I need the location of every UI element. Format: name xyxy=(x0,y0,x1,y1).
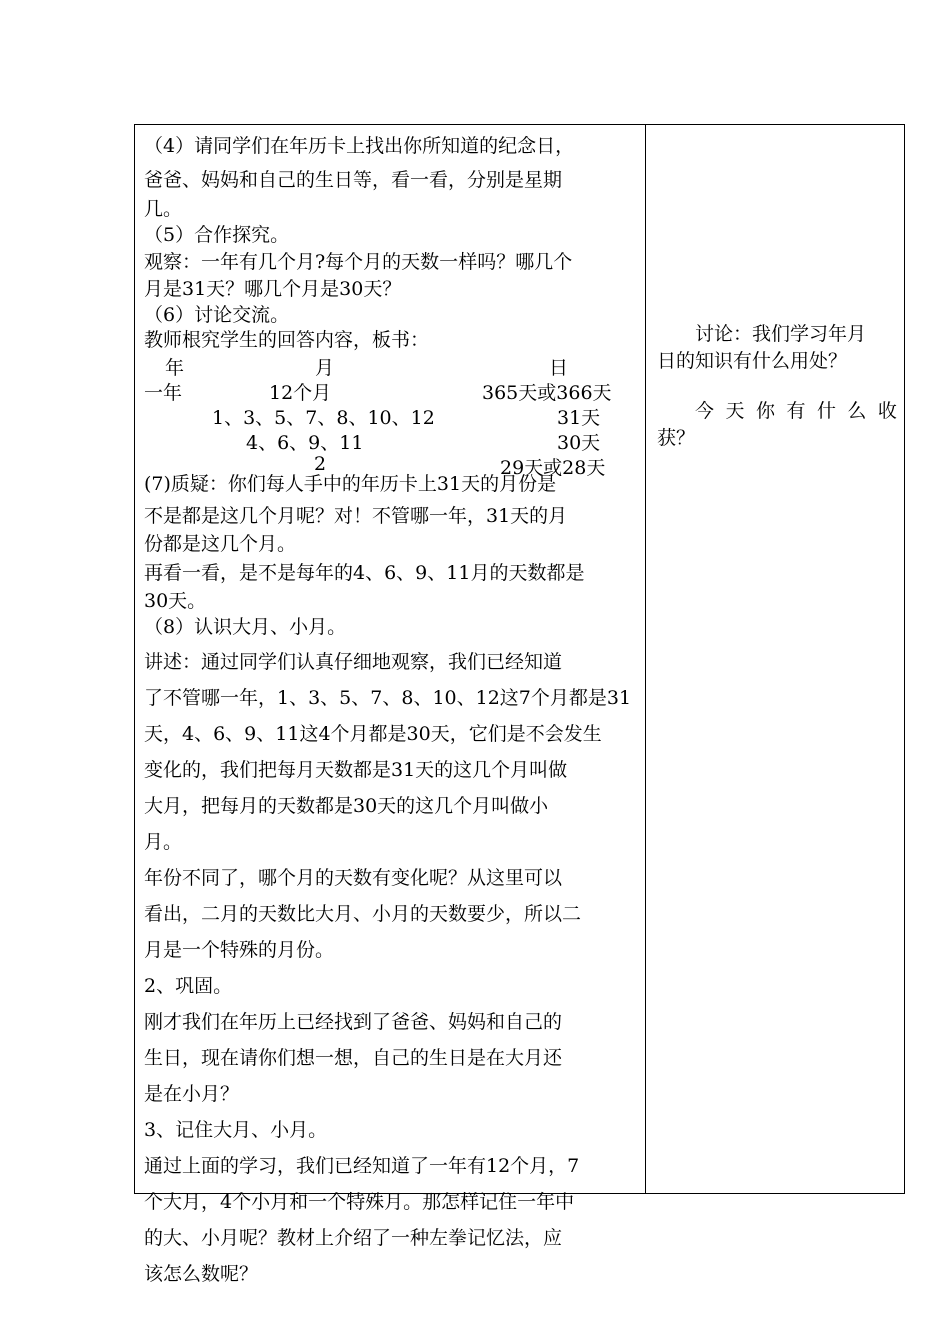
char: 你 xyxy=(755,400,775,422)
remember-paragraph xyxy=(144,1148,640,1292)
text-line: 月是一个特殊的月份。 xyxy=(144,939,335,961)
text-line: 月。 xyxy=(144,831,183,853)
lecture-paragraph xyxy=(144,644,640,860)
step-7-paragraph xyxy=(144,468,640,557)
board-header-month: 月 xyxy=(315,357,335,379)
teaching-process-cell xyxy=(144,129,640,1292)
text-line: 日的知识有什么用处？ xyxy=(657,350,848,372)
section-3-heading: 3、记住大月、小月。 xyxy=(144,1119,328,1141)
char: 收 xyxy=(877,400,897,422)
char: 天 xyxy=(725,400,745,422)
text-line: 几。 xyxy=(144,198,183,220)
text-line: 获？ xyxy=(657,427,696,449)
text-line: 通过上面的学习，我们已经知道了一年有12个月，7 xyxy=(144,1155,580,1177)
text-line: 的大、小月呢？教材上介绍了一种左拳记忆法，应 xyxy=(144,1227,563,1249)
board-big-months: 1、3、5、7、8、10、12 xyxy=(212,407,435,429)
text-line: 是在小月？ xyxy=(144,1083,240,1105)
years-paragraph xyxy=(144,860,640,968)
step-8-heading: （8）认识大月、小月。 xyxy=(144,616,347,638)
board-header-year: 年 xyxy=(165,357,185,379)
char: 什 xyxy=(816,400,836,422)
text-line xyxy=(657,398,897,425)
board-header-day: 日 xyxy=(549,357,569,379)
text-line: (7)质疑：你们每人手中的年历卡上31天的月份是 xyxy=(144,473,557,495)
step-4-paragraph xyxy=(144,129,640,222)
board-31-days: 31天 xyxy=(557,407,601,429)
text-line: 再看一看，是不是每年的4、6、9、11月的天数都是 xyxy=(144,562,585,584)
gain-question xyxy=(657,398,897,452)
text-line: 生日，现在请你们想一想，自己的生日是在大月还 xyxy=(144,1047,563,1069)
text-line: 年份不同了，哪个月的天数有变化呢？从这里可以 xyxy=(144,867,563,889)
text-line: 观察：一年有几个月?每个月的天数一样吗？哪几个 xyxy=(144,251,573,273)
step-5-heading: （5）合作探究。 xyxy=(144,224,290,246)
text-line: 份都是这几个月。 xyxy=(144,533,297,555)
board-feb-days: 29天或28天 xyxy=(500,457,606,479)
discussion-question xyxy=(657,321,897,375)
text-line: 讨论：我们学习年月 xyxy=(695,323,867,345)
blackboard-summary xyxy=(144,353,644,479)
text-line: 大月，把每月的天数都是30天的这几个月叫做小 xyxy=(144,795,549,817)
text-line: 讲述：通过同学们认真仔细地观察，我们已经知道 xyxy=(144,651,563,673)
text-line: 不是都是这几个月呢？对！不管哪一年，31天的月 xyxy=(144,505,568,527)
observe-paragraph xyxy=(144,249,640,303)
text-line: 看出，二月的天数比大月、小月的天数要少，所以二 xyxy=(144,903,582,925)
design-intent-cell xyxy=(657,321,897,452)
text-line: 月是31天？哪几个月是30天？ xyxy=(144,278,402,300)
lesson-table xyxy=(134,124,905,1285)
char: 今 xyxy=(695,400,715,422)
text-line: 该怎么数呢？ xyxy=(144,1263,259,1285)
section-2-heading: 2、巩固。 xyxy=(144,975,233,997)
board-intro: 教师根究学生的回答内容，板书： xyxy=(144,329,430,351)
text-line: 天，4、6、9、11这4个月都是30天，它们是不会发生 xyxy=(144,723,602,745)
char: 有 xyxy=(786,400,806,422)
board-small-months: 4、6、9、11 xyxy=(246,432,364,454)
board-days-in-year: 365天或366天 xyxy=(482,382,612,404)
step-6-heading: （6）讨论交流。 xyxy=(144,304,290,326)
board-year-value: 一年 xyxy=(144,382,183,404)
board-30-days: 30天 xyxy=(557,432,601,454)
text-line: （4）请同学们在年历卡上找出你所知道的纪念日， xyxy=(144,135,575,157)
text-line: 30天。 xyxy=(144,590,207,612)
consolidate-paragraph xyxy=(144,1004,640,1112)
text-line: 个大月，4个小月和一个特殊月。那怎样记住一年中 xyxy=(144,1191,575,1213)
text-line: 了不管哪一年，1、3、5、7、8、10、12这7个月都是31 xyxy=(144,687,632,709)
again-paragraph xyxy=(144,557,640,614)
text-line: 变化的，我们把每月天数都是31天的这几个月叫做 xyxy=(144,759,568,781)
column-divider xyxy=(645,125,646,1193)
text-line: 刚才我们在年历上已经找到了爸爸、妈妈和自己的 xyxy=(144,1011,563,1033)
board-month-count: 12个月 xyxy=(269,382,332,404)
text-line: 爸爸、妈妈和自己的生日等，看一看，分别是星期 xyxy=(144,169,563,191)
board-february: 2 xyxy=(314,453,327,475)
char: 么 xyxy=(847,400,867,422)
